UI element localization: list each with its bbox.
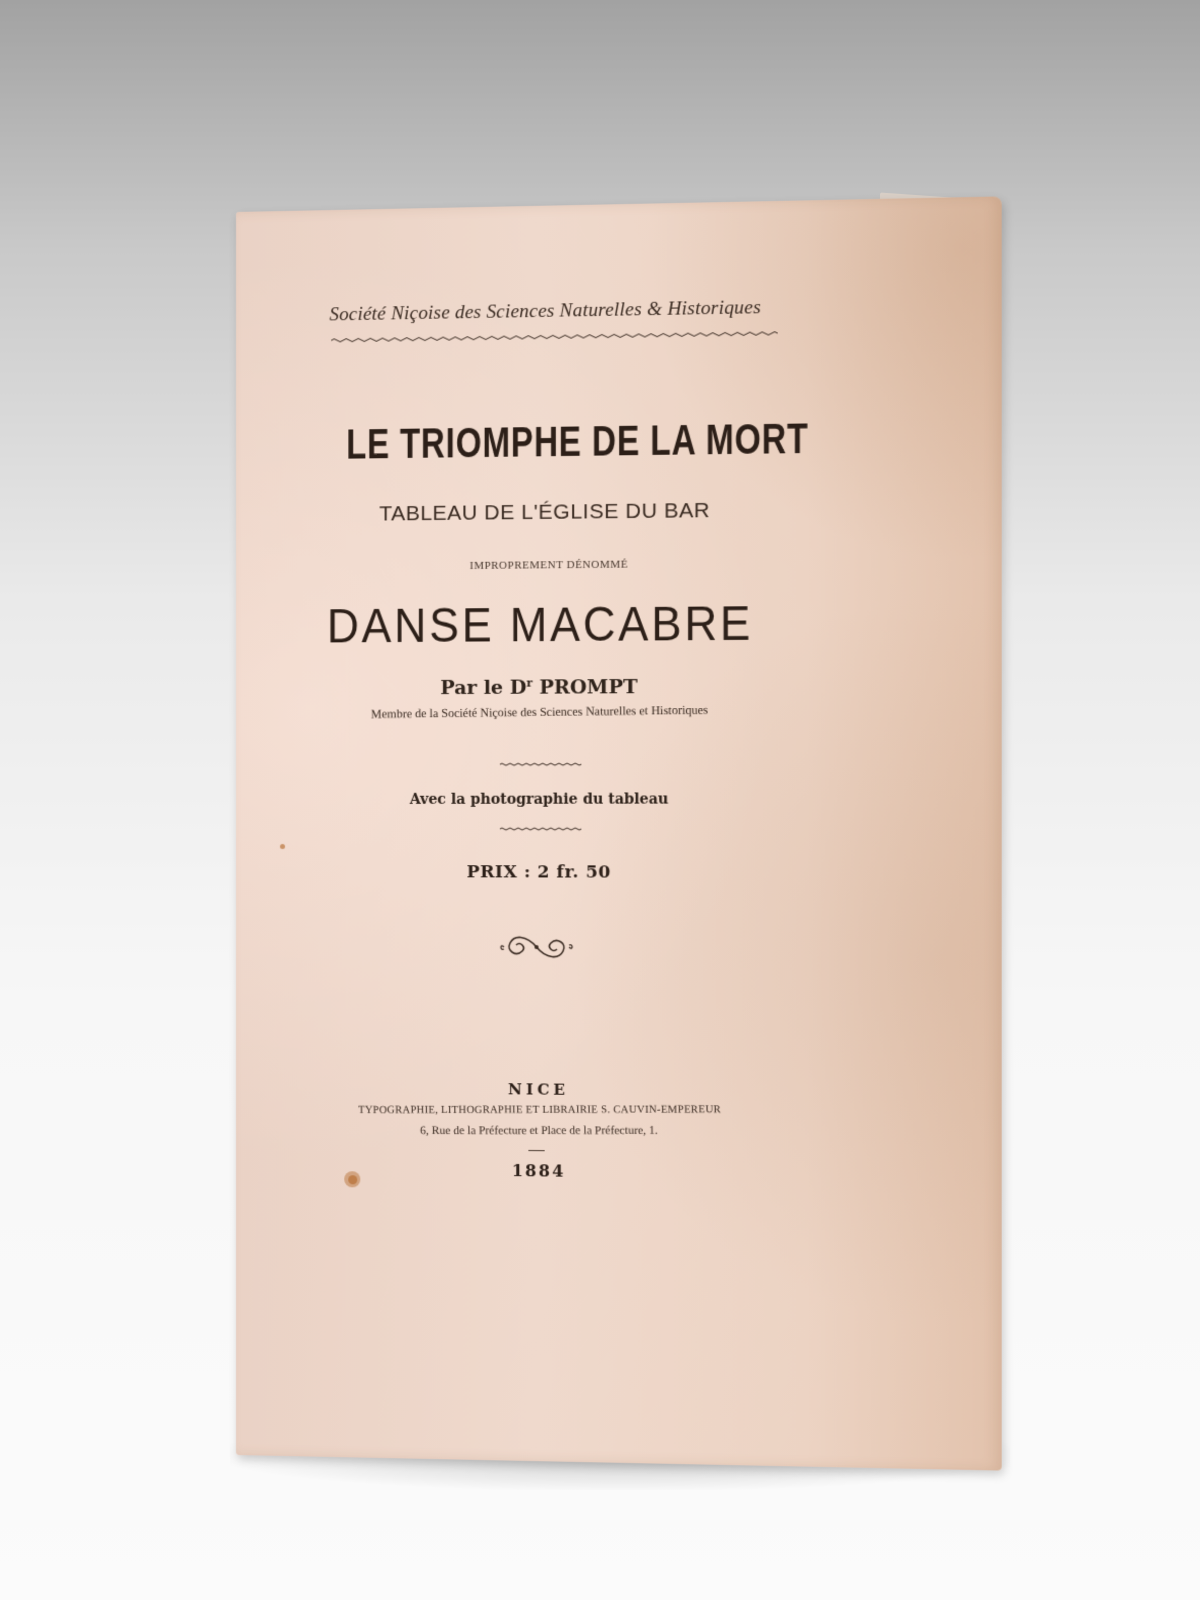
publication-year: 1884 [511, 1160, 566, 1181]
wavy-rule-lower [500, 826, 581, 832]
printer-address: 6, Rue de la Préfecture et Place de la Préfecture, 1. [420, 1124, 658, 1138]
wavy-rule-top [331, 329, 780, 344]
author-name: PROMPT [532, 676, 638, 700]
subtitle: TABLEAU DE L'ÉGLISE DU BAR [379, 498, 710, 526]
improperly-named-line: IMPROPREMENT DÉNOMMÉ [469, 558, 629, 573]
author-title-sup: r [526, 676, 533, 690]
main-heading: LE TRIOMPHE DE LA MORT [346, 414, 809, 468]
foxing-stain [280, 844, 285, 849]
photo-note: Avec la photographie du tableau [409, 791, 669, 808]
booklet-cover [236, 196, 1002, 1470]
author-line [306, 675, 775, 700]
price-line: PRIX : 2 fr. 50 [466, 862, 611, 883]
short-dash-divider [528, 1150, 544, 1151]
author-affiliation: Membre de la Société Niçoise des Sciences Naturelles et Historiques [370, 702, 709, 721]
city: NICE [507, 1080, 570, 1099]
danse-macabre-title: DANSE MACABRE [326, 597, 754, 654]
fleuron-ornament-icon [496, 929, 577, 966]
wavy-rule-middle [500, 761, 581, 767]
printer-line: TYPOGRAPHIE, LITHOGRAPHIE ET LIBRAIRIE S. CAUVIN-EMPEREUR [358, 1104, 722, 1116]
society-name: Société Niçoise des Sciences Naturelles & Historiques [329, 296, 761, 326]
foxing-stain [348, 1175, 357, 1184]
author-prefix: Par le D [440, 676, 527, 700]
